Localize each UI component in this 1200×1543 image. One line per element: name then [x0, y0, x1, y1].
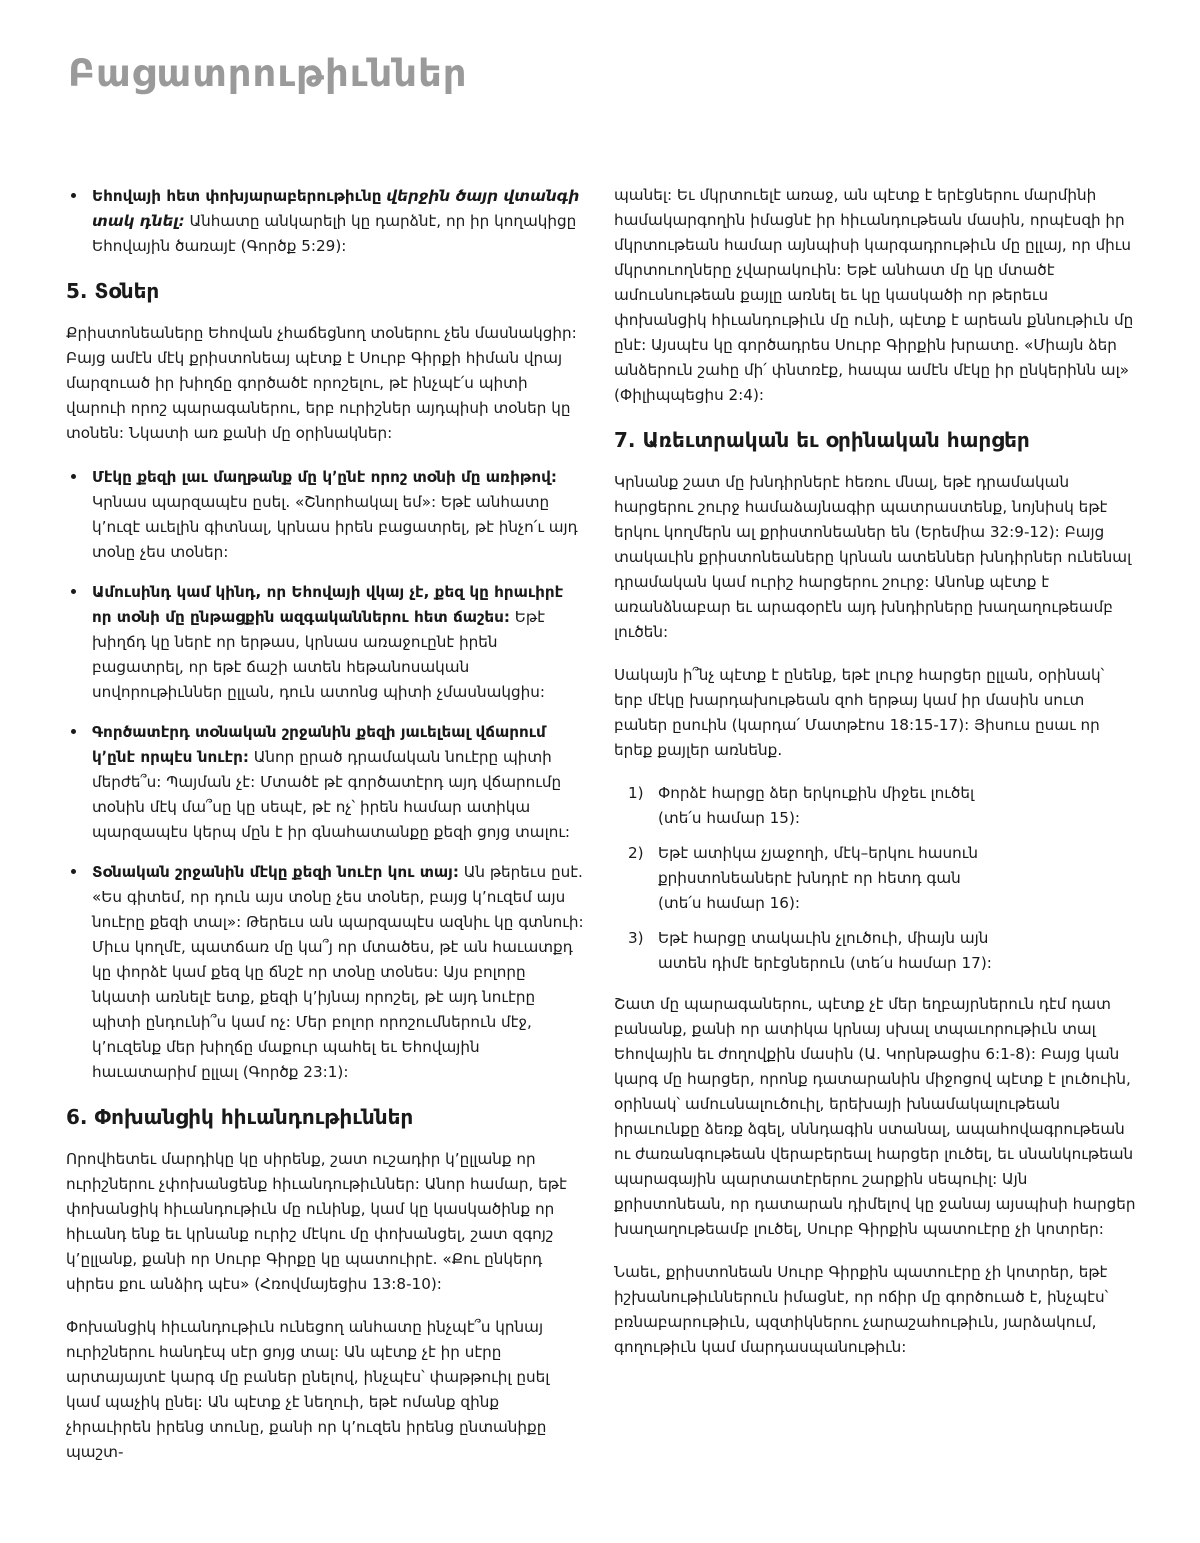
section-5-heading: 5. Տօներ: [66, 279, 160, 303]
section-7-paragraph-4: Նաեւ, քրիստոնեան Սուրբ Գիրքին պատուէրը չի կոտրեր, եթէ իշխանութիւններուն իմացնէ, որ ոճիր մը գործուած է, ինչպէս՝ բռնաբարութիւն, պզտիկներու չարաշահութիւն, յարձակում, գողութիւն կամ մարդասպանութիւն:: [614, 1263, 1109, 1356]
item-text: Եթէ խիղճդ կը ներէ որ երթաս, կրնաս առաջուընէ իրեն բացատրել, որ եթէ ճաշի ատեն հեթանոսական սովորութիւններ ըլլան, դուն ատոնց պիտի չմասնակցիս:: [92, 608, 545, 701]
list-item: [88, 464, 588, 565]
section-7-paragraph-3: Շատ մը պարագաներու, պէտք չէ մեր եղբայրներուն դէմ դատ բանանք, քանի որ ատիկա կրնայ սխալ տպաւորութիւն տալ Եհովային եւ ժողովքին մասին (Ա. Կորնթացիս 6:1-8): Բայց կան կարգ մը հարցեր, որոնք դատարանին միջոցով պէտք է լուծուին, օրինակ՝ ամուսնալուծուիլ, երեխայի խնամակալութեան իրաւունքը ձեռք ձգել, սննդագին ստանալ, ապահովագրութեան ու ժառանգութեան վերաբերեալ հարցեր լուծել, եւ սնանկութեան պարագային պարտատէրերու շարքին սեպուիլ: Այն քրիստոնեան, որ դատարան դիմելով կը ջանայ այսպիսի հարցեր խաղաղութեամբ լուծել, Սուրբ Գիրքին պատուէրը չի կոտրեր:: [614, 995, 1136, 1238]
item-text: Անհատը անկարելի կը դարձնէ, որ իր կողակիցը Եհովային ծառայէ (Գործք 5:29):: [92, 212, 577, 255]
list-item: [88, 579, 588, 705]
step-text: Փորձէ հարցը ձեր երկուքին միջեւ լուծել (տե՛ս համար 15):: [658, 784, 975, 827]
steps-list: [614, 781, 1136, 976]
step-number: 1): [628, 784, 644, 802]
section-7-heading: 7. Առեւտրական եւ օրինական հարցեր: [614, 428, 1030, 452]
list-item: [628, 926, 1008, 976]
section-6-paragraph-1: Որովհետեւ մարդիկը կը սիրենք, շատ ուշադիր կ՚ըլլանք որ ուրիշներու չփոխանցենք հիւանդութիւններ: Անոր համար, եթէ փոխանցիկ հիւանդութիւն մը ունինք, կամ կը կասկածինք որ հիւանդ ենք եւ կրնանք ուրիշ մէկու մը փոխանցել, շատ զգոյշ կ՚ըլլանք, քանի որ Սուրբ Գիրքը կը պատուիրէ. «Քու ընկերդ սիրես քու անձիդ պէս» (Հռովմայեցիս 13:8-10):: [66, 1150, 567, 1293]
list-item: [628, 781, 1008, 831]
step-text: Եթէ հարցը տակաւին չլուծուի, միայն այն ատեն դիմէ երէցներուն (տե՛ս համար 17):: [658, 929, 992, 972]
section-6-heading: 6. Փոխանցիկ հիւանդութիւններ: [66, 1105, 414, 1129]
item-text: Կրնաս պարզապէս ըսել. «Շնորհակալ եմ»: Եթէ անհատը կ՚ուզէ աւելին գիտնալ, կրնաս իրեն բացատրել, թէ ինչո՛ւ այդ տօնը չես տօներ:: [92, 493, 578, 561]
item-lead: Մէկը քեզի լաւ մաղթանք մը կ՚ընէ որոշ տօնի մը առիթով:: [92, 468, 557, 486]
right-column: [614, 183, 1136, 1378]
section-5-paragraph: Քրիստոնեաները Եհովան չհաճեցնող տօներու չեն մասնակցիր: Բայց ամէն մէկ քրիստոնեայ պէտք է Սուրբ Գիրքի հիման վրայ մարզուած իր խիղճը գործածէ որոշելու, թէ ինչպէ՛ս պիտի վարուի որոշ պարագաներու, երբ ուրիշներ այդպիսի տօներ կը տօնեն: Նկատի առ քանի մը օրինակներ:: [66, 324, 577, 442]
section-7-paragraph-2: Սակայն ի՞նչ պէտք է ընենք, եթէ լուրջ հարցեր ըլլան, օրինակ՝ երբ մէկը խարդախութեան զոհ երթայ կամ իր մասին սուտ բաներ ըսուին (կարդա՛ Մատթէոս 18:15-17): Յիսուս ըսաւ որ երեք քայլեր առնենք.: [614, 666, 1105, 759]
step-number: 3): [628, 929, 644, 947]
list-item: [88, 859, 588, 1085]
section-7-paragraph-1: Կրնանք շատ մը խնդիրներէ հեռու մնալ, եթէ դրամական հարցերու շուրջ համաձայնագիր պատրաստենք, նոյնիսկ եթէ երկու կողմերն ալ քրիստոնեաներ են (Երեմիա 32:9-12): Բայց տակաւին քրիստոնեաները կրնան ատեններ խնդիրներ ունենալ դրամական կամ ուրիշ հարցերու շուրջ: Անոնք պէտք է առանձնաբար եւ արագօրէն այդ խնդիրները խաղաղութեամբ լուծեն:: [614, 473, 1132, 641]
item-lead: Տօնական շրջանին մէկը քեզի նուէր կու տայ:: [92, 863, 459, 881]
step-number: 2): [628, 844, 644, 862]
item-text: Անոր ըրած դրամական նուէրը պիտի մերժե՞ս: Պայման չէ: Մտածէ թէ գործատէրդ այդ վճարումը տօնին մէկ մա՞սը կը սեպէ, թէ ոչ՝ իրեն համար ատիկա պարզապէս կերպ մըն է իր գնահատանքը քեզի ցոյց տալու:: [92, 748, 571, 841]
page-title: Բացատրութիւններ: [68, 52, 468, 95]
item-text: Ան թերեւս ըսէ. «Ես գիտեմ, որ դուն այս տօնը չես տօներ, բայց կ՚ուզեմ այս նուէրը քեզի տալ»: Թերեւս ան պարզապէս ազնիւ կը գտնուի: Միւս կողմէ, պատճառ մը կա՞յ որ մտածես, թէ ան հաւատքդ կը փորձէ կամ քեզ կը ճնշէ որ տօնը տօնես: Այս բոլորը նկատի առնելէ ետք, քեզի կ՚իյնայ որոշել, թէ այդ նուէրը պիտի ընդունի՞ս կամ ոչ: Մեր բոլոր որոշումներուն մէջ, կ՚ուզենք մեր խիղճը մաքուր պահել եւ Եհովային հաւատարիմ ըլլալ (Գործք 23:1):: [92, 863, 584, 1081]
section-6-continuation: պանել: Եւ մկրտուելէ առաջ, ան պէտք է երէցներու մարմինի համակարգողին իմացնէ իր հիւանդութեան մասին, որպէսզի իր մկրտութեան համար այնպիսի կարգադրութիւն մը ըլլայ, որ միւս մկրտուողները չվարակուին: Եթէ անհատ մը կը մտածէ ամուսնութեան քայլը առնել եւ կը կասկածի որ թերեւս փոխանցիկ հիւանդութիւն մը ունի, պէտք է արեան քննութիւն մը ընէ: Այսպէս կը գործադրես Սուրբ Գիրքին խրատը. «Միայն ձեր անձերուն շահը մի՛ փնտռէք, հապա ամէն մէկը իր ընկերինն ալ» (Փիլիպպեցիս 2:4):: [614, 186, 1134, 404]
section-6-paragraph-2: Փոխանցիկ հիւանդութիւն ունեցող անհատը ինչպէ՞ս կրնայ ուրիշներու հանդէպ սէր ցոյց տալ: Ան պէտք չէ իր սէրը արտայայտէ կարգ մը բաներ ընելով, ինչպէս՝ փաթթուիլ ըսել կամ պաչիկ ընել: Ան պէտք չէ նեղուի, եթէ ոմանք զինք չհրաւիրեն իրենց տունը, քանի որ կ՚ուզեն իրենց ընտանիքը պաշտ-: [66, 1318, 550, 1461]
list-item: [628, 841, 1008, 916]
item-lead: Գործատէրդ տօնական շրջանին քեզի յաւելեալ վճարում կ՚ընէ որպէս նուէր:: [92, 723, 546, 766]
item-lead: Ամուսինդ կամ կինդ, որ Եհովայի վկայ չէ, քեզ կը հրաւիրէ որ տօնի մը ընթացքին ազգականներու հետ ճաշես:: [92, 583, 564, 626]
intro-list: [66, 183, 588, 259]
list-item: [88, 719, 588, 845]
left-column: [66, 183, 588, 1483]
list-item: [88, 183, 588, 259]
section-5-list: [66, 464, 588, 1085]
item-lead: Եհովայի հետ փոխյարաբերութիւնը: [92, 187, 382, 205]
step-text: Եթէ ատիկա չյաջողի, մէկ–երկու հասուն քրիստոնեաներէ խնդրէ որ հետդ գան (տե՛ս համար 16):: [658, 844, 979, 912]
item-lead-italic: վերջին ծայր վտանգի տակ դնել:: [92, 187, 580, 230]
